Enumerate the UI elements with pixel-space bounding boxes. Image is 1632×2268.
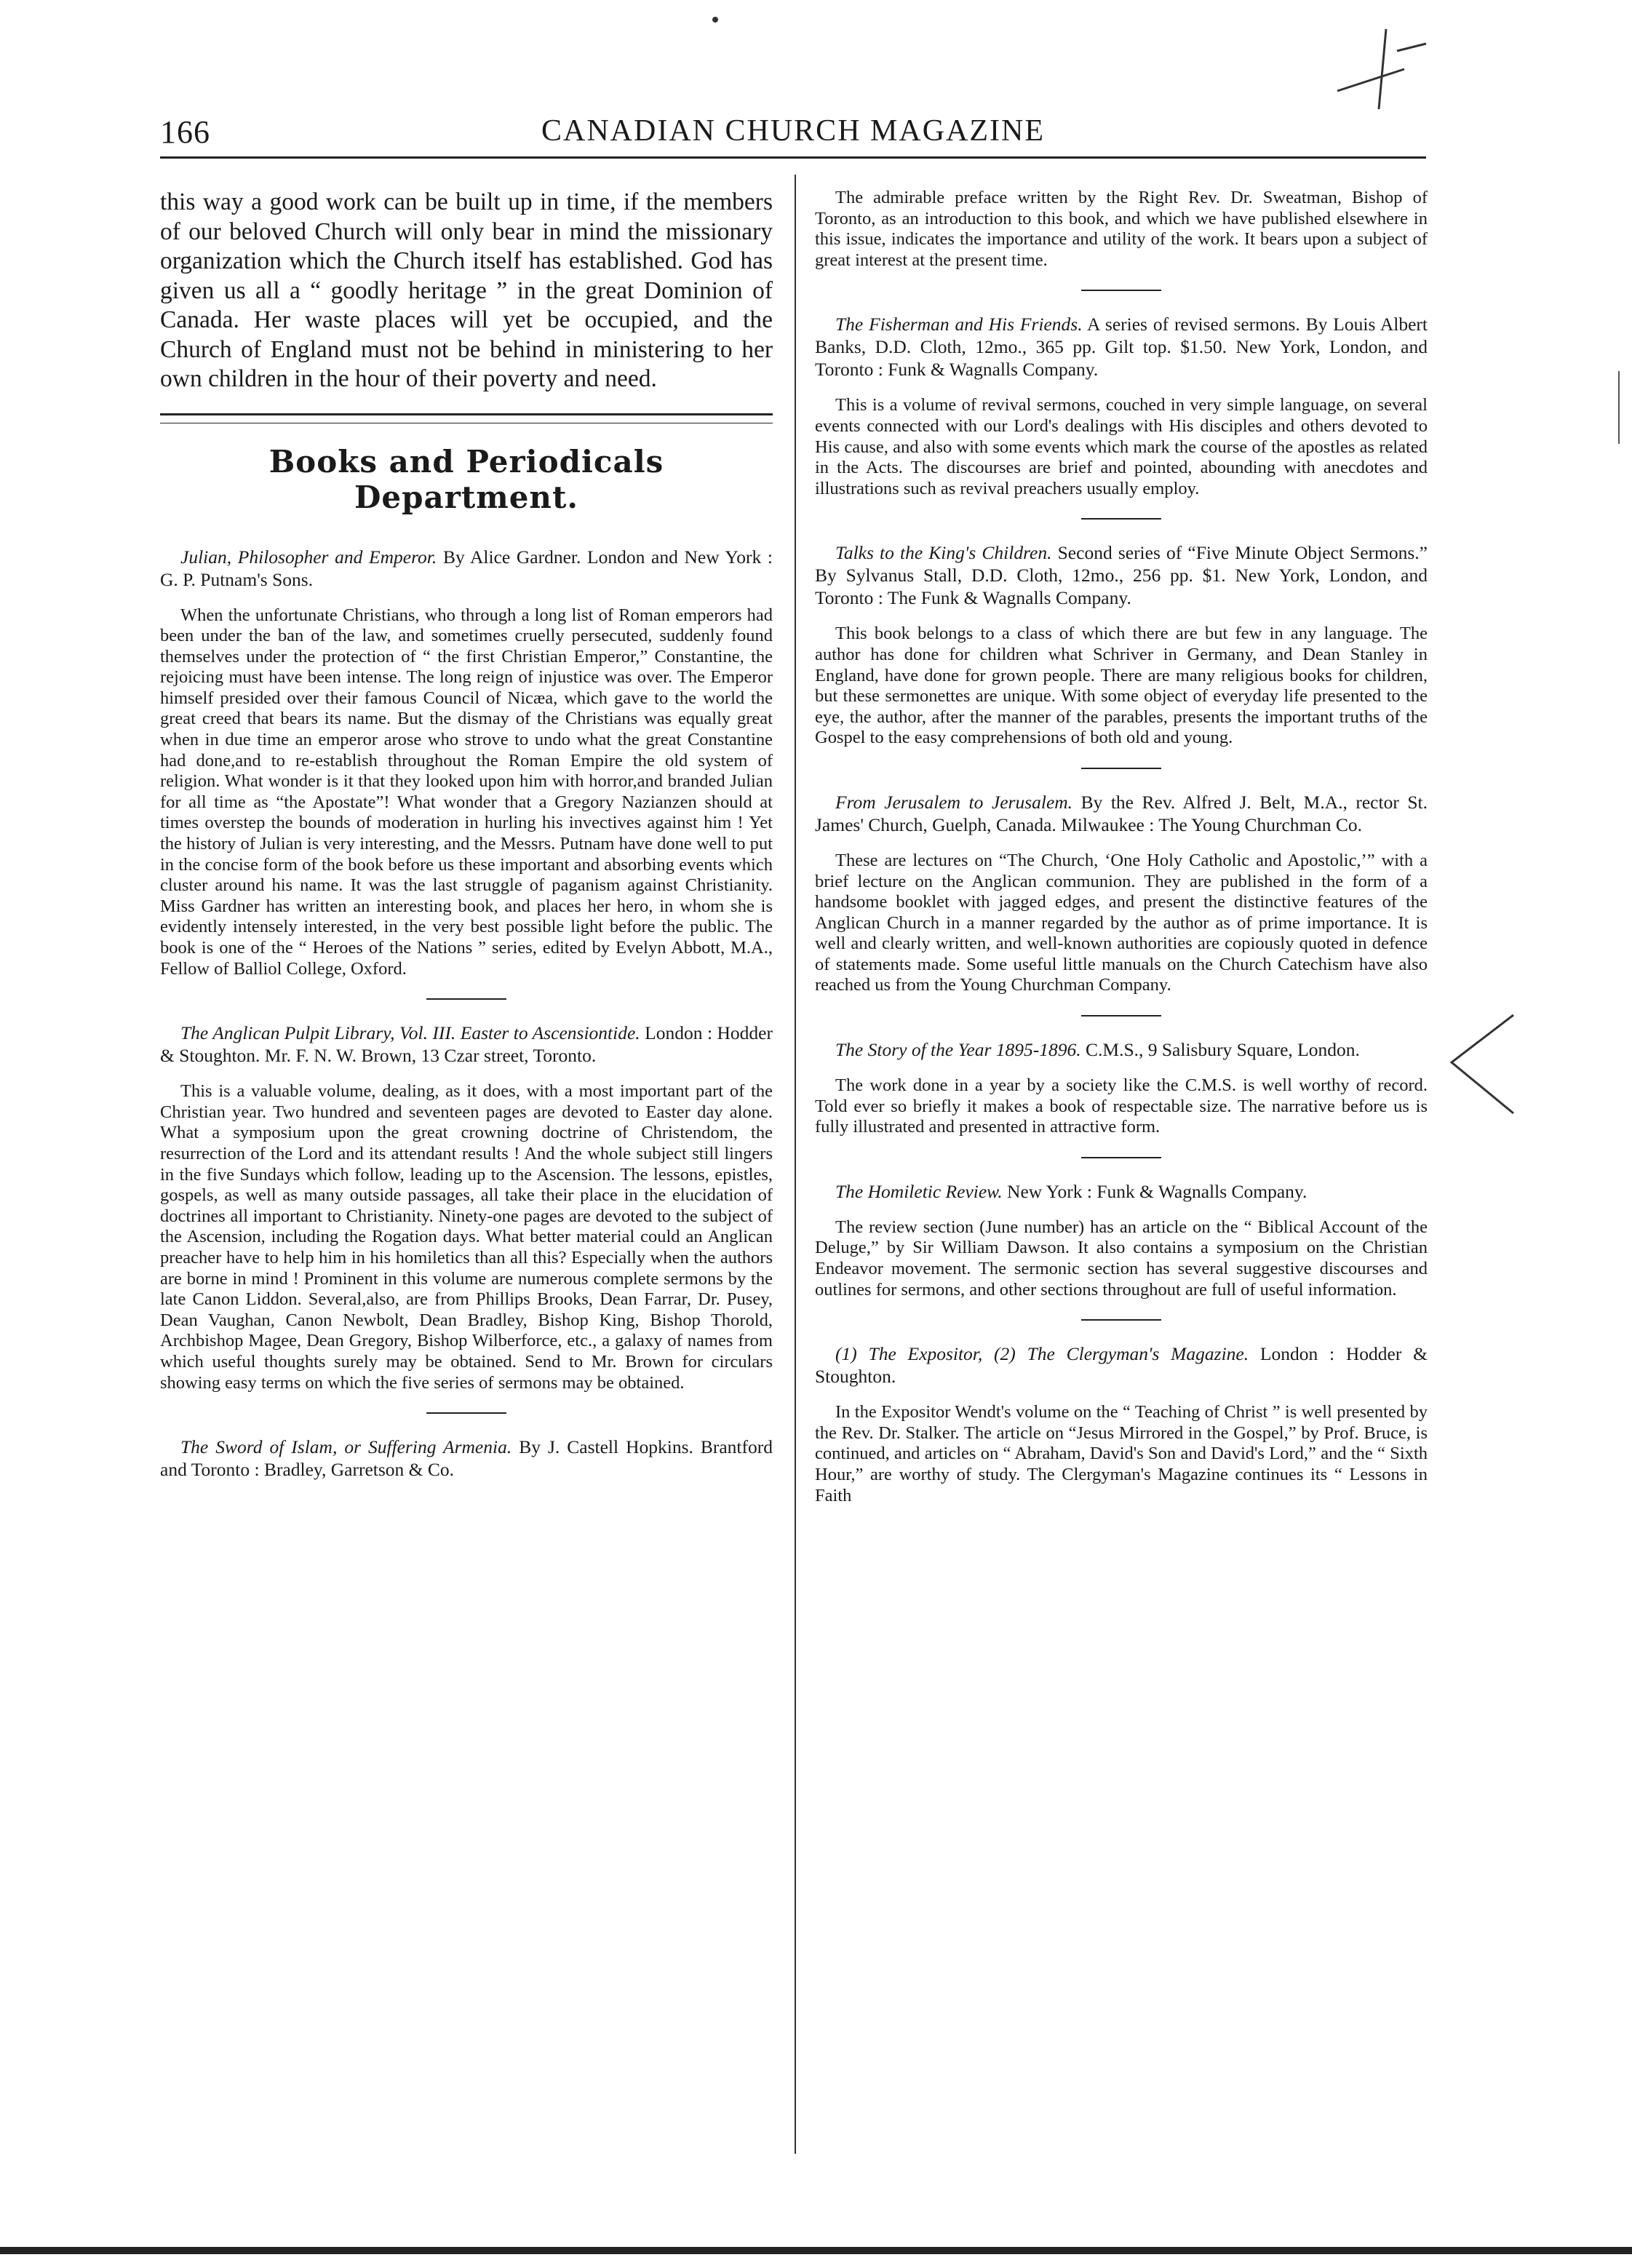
pencil-mark-right [1452, 1015, 1513, 1113]
review-heading [160, 546, 773, 591]
review-heading [815, 541, 1428, 609]
review-title: (1) The Expositor, (2) The Clergyman's Magazine. [835, 1343, 1249, 1365]
section-separator [1081, 290, 1161, 291]
review-body: The review section (June number) has an article on the “ Biblical Account of the Deluge,” by Sir William Dawson. It also contains a symposium on the Christian Endeavor movement. The sermonic section has several suggestive discourses and outlines for sermons, and other sections throughout are full of useful information. [815, 1217, 1428, 1300]
review-body: These are lectures on “The Church, ‘One Holy Catholic and Apostolic,’” with a brief lecture on the Anglican communion. They are published in the form of a handsome booklet with jagged edges, and present the distinctive features of the Anglican Church in a manner regarded by the author as of prime importance. It is well and clearly written, and well-known authorities are copiously quoted in defence of statements made. Some useful little manuals on the Church Catechism have also reached us from the Young Churchman Company. [815, 850, 1428, 995]
review-title: The Fisherman and His Friends. [835, 314, 1083, 335]
header-rule [160, 156, 1426, 159]
scan-dot [712, 17, 718, 23]
review-heading [815, 1180, 1428, 1203]
review-entry [160, 546, 773, 980]
review-title: Talks to the King's Children. [835, 542, 1052, 564]
review-title: Julian, Philosopher and Emperor. [180, 546, 437, 568]
review-entry [815, 1342, 1428, 1506]
review-details: By Alice Gardner. London and New York : G. P. Putnam's Sons. [160, 546, 773, 590]
review-entry [815, 1180, 1428, 1300]
review-entry [815, 188, 1428, 271]
section-separator [1081, 518, 1161, 520]
review-entry [815, 791, 1428, 996]
review-details: London : Hodder & Stoughton. Mr. F. N. W. Brown, 13 Czar street, Toronto. [160, 1022, 773, 1067]
section-separator [1081, 1319, 1161, 1321]
review-details: By J. Castell Hopkins. Brantford and Toronto : Bradley, Garretson & Co. [160, 1436, 773, 1481]
review-details: C.M.S., 9 Salisbury Square, London. [1080, 1039, 1360, 1061]
section-separator [1081, 1015, 1161, 1016]
review-title: The Anglican Pulpit Library, Vol. III. Easter to Ascensiontide. [180, 1022, 640, 1044]
review-body: This book belongs to a class of which there are but few in any language. The author has done for children what Schriver in Germany, and Dean Stanley in England, have done for grown people. There are many religious books for children, but these sermonettes are unique. With some object of everyday life presented to the eye, the author, after the manner of the parables, presents the important truths of the Gospel to the easy comprehensions of both old and young. [815, 624, 1428, 748]
review-entry [815, 541, 1428, 749]
review-title: The Homiletic Review. [835, 1180, 1003, 1202]
page-header [160, 109, 1426, 160]
review-body: This is a volume of revival sermons, couched in very simple language, on several events connected with our Lord's dealings with His disciples and others devoted to His cause, and also with some events which mark the course of the apostles as related in the Acts. The discourses are brief and pointed, abounding with anecdotes and illustrations such as revival preachers usually employ. [815, 395, 1428, 498]
section-separator [1081, 1157, 1161, 1158]
review-heading [815, 313, 1428, 381]
review-details: Second series of “Five Minute Object Sermons.” By Sylvanus Stall, D.D. Cloth, 12mo., 256 pp. $1. New York, London, and Toronto : The Funk & Wagnalls Company. [815, 542, 1428, 609]
review-body: When the unfortunate Christians, who through a long list of Roman emperors had been under the ban of the law, and sometimes cruelly persecuted, suddenly found themselves under the protection of “ the first Christian Emperor,” Constantine, the rejoicing must have been intense. The long reign of injustice was over. The Emperor himself presided over their famous Council of Nicæa, which gave to the world the great creed that bears its name. But the dismay of the Christians was equally great when in due time an emperor arose who strove to undo what the great Constantine had done,and to re-establish throughout the Roman Empire the old system of religion. What wonder is it that they looked upon him with horror,and branded Julian for all time as “the Apostate”! What wonder that a Gregory Nazianzen should at times overstep the bounds of moderation in hurling his invectives against him ! Yet the history of Julian is very interesting, and the Messrs. Putnam have done well to put in the concise form of the book before us these important and absorbing events which cluster around his name. It was the last struggle of paganism against Christianity. Miss Gardner has written an interesting book, and places her hero, in whom she is evidently intensely interested, in the very best possible light before the public. The book is one of the “ Heroes of the Nations ” series, edited by Evelyn Abbott, M.A., Fellow of Balliol College, Oxford. [160, 605, 773, 979]
section-separator [426, 998, 506, 1000]
section-separator [426, 1412, 506, 1414]
review-body: The work done in a year by a society like the C.M.S. is well worthy of record. Told ever so briefly it makes a book of respectable size. The narrative before us is fully illustrated and presented in attractive form. [815, 1075, 1428, 1137]
review-heading [815, 1038, 1428, 1061]
intro-paragraph: this way a good work can be built up in time, if the members of our beloved Church will only bear in mind the missionary organization which the Church itself has established. God has given us all a “ goodly heritage ” in the great Dominion of Canada. Her waste places will yet be occupied, and the Church of England must not be behind in ministering to her own children in the hour of their poverty and need. [160, 188, 773, 392]
review-title: The Story of the Year 1895-1896. [835, 1039, 1081, 1061]
review-details: New York : Funk & Wagnalls Company. [1002, 1180, 1307, 1202]
page-bottom-edge [0, 2247, 1632, 2254]
column-divider [795, 175, 796, 2154]
page-number: 166 [160, 114, 210, 150]
left-column [160, 188, 773, 1495]
review-entry [815, 313, 1428, 499]
department-title: Books and Periodicals Department. [268, 443, 664, 515]
review-details: London : Hodder & Stoughton. [815, 1343, 1428, 1388]
review-heading [815, 791, 1428, 836]
review-details: By the Rev. Alfred J. Belt, M.A., rector St. James' Church, Guelph, Canada. Milwaukee : The Young Churchman Co. [815, 791, 1428, 835]
running-title: CANADIAN CHURCH MAGAZINE [541, 114, 1045, 148]
review-heading [160, 1436, 773, 1481]
review-details: A series of revised sermons. By Louis Albert Banks, D.D. Cloth, 12mo., 365 pp. Gilt top. $1.50. New York, London, and Toronto : Funk & Wagnalls Company. [815, 314, 1428, 381]
review-heading [815, 1342, 1428, 1388]
review-body: The admirable preface written by the Right Rev. Dr. Sweatman, Bishop of Toronto, as an introduction to this book, and which we have published elsewhere in this issue, indicates the importance and utility of the work. It bears upon a subject of great interest at the present time. [815, 188, 1428, 270]
review-body: This is a valuable volume, dealing, as it does, with a most important part of the Christian year. Two hundred and seventeen pages are devoted to Easter day alone. What a symposium upon the great crowning doctrine of Christendom, the resurrection of the Lord and its attendant results ! And the whole subject still lingers in the five Sundays which follow, leading up to the Ascension. The lessons, epistles, gospels, as well as many outside passages, all take their place in the elucidation of doctrines all important to Christianity. Ninety-one pages are devoted to the subject of the Ascension, including the Rogation days. What better material could an Anglican preacher have to help him in his homiletics than all this? Especially when the authors are borne in mind ! Prominent in this volume are numerous complete sermons by the late Canon Liddon. Several,also, are from Phillips Brooks, Dean Farrar, Dr. Pusey, Dean Vaughan, Canon Newbolt, Dean Bradley, Bishop King, Bishop Thorold, Archbishop Magee, Dean Gregory, Bishop Wilberforce, etc., a galaxy of names from which useful thoughts surely may be obtained. Send to Mr. Brown for circulars showing easy terms on which the five series of sermons may be obtained. [160, 1081, 773, 1393]
review-heading [160, 1022, 773, 1067]
pencil-mark-top [1337, 29, 1426, 109]
review-body: In the Expositor Wendt's volume on the “ Teaching of Christ ” is well presented by the Rev. Dr. Stalker. The article on “Jesus Mirrored in the Gospel,” by Prof. Bruce, is continued, and articles on “ Abraham, David's Son and David's Lord,” and the “ Sixth Hour,” are worthy of study. The Clergyman's Magazine continues its “ Lessons in Faith [815, 1402, 1428, 1505]
review-title: The Sword of Islam, or Suffering Armenia. [180, 1436, 512, 1458]
section-separator [1081, 768, 1161, 769]
review-entry [160, 1436, 773, 1481]
department-rule [160, 413, 773, 423]
right-column [815, 188, 1428, 1506]
review-entry [815, 1038, 1428, 1138]
review-entry [160, 1022, 773, 1393]
review-title: From Jerusalem to Jerusalem. [835, 791, 1073, 813]
